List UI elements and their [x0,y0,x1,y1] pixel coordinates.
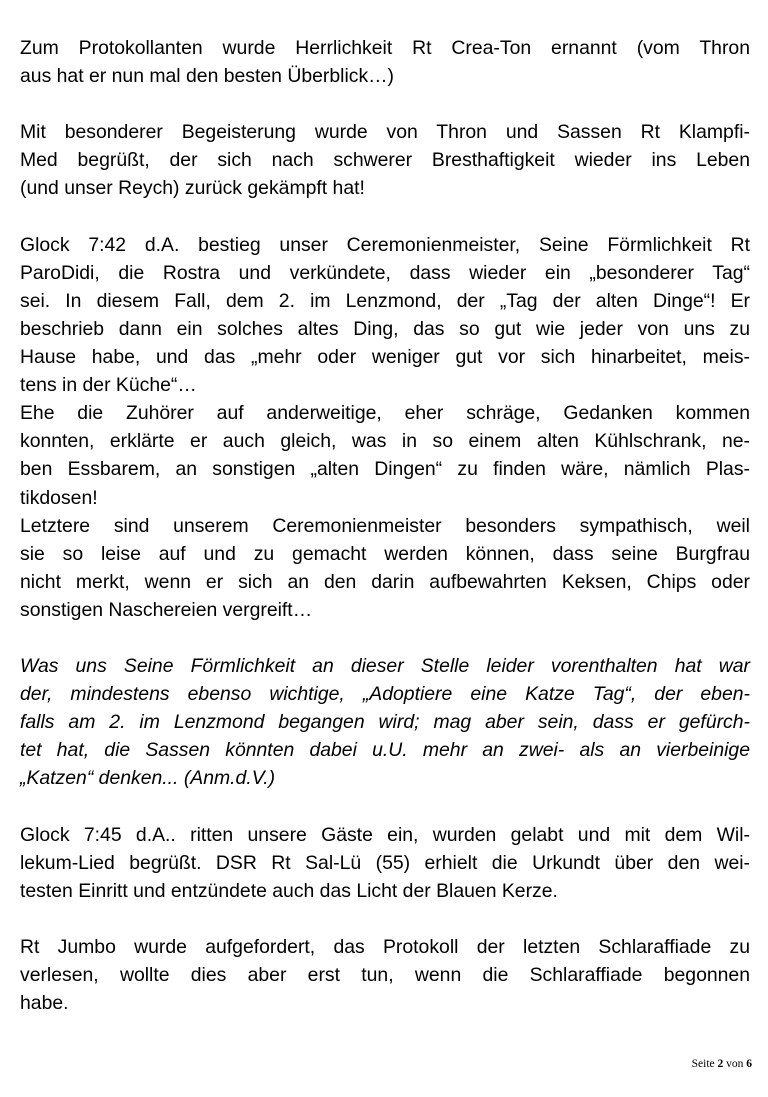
text-line: habe. [20,992,69,1015]
text-line: Rt Jumbo wurde aufgefordert, das Protokoll der letzten Schlaraffiade zu [20,936,750,958]
paragraph-jumbo [20,933,750,1017]
paragraph-gaeste [20,821,750,905]
text-line: Letztere sind unserem Ceremonienmeister besonders sympathisch, weil [20,514,750,537]
text-line: aus hat er nun mal den besten Überblick…) [20,65,395,88]
paragraph-protokollant [20,34,750,90]
text-line: ParoDidi, die Rostra und verkündete, dass wieder ein „besonderer Tag“ [20,261,750,284]
text-line: sei. In diesem Fall, dem 2. im Lenzmond, der „Tag der alten Dinge“! Er [20,289,750,312]
paragraph-klampfi [20,118,750,202]
text-line: konnten, erklärte er auch gleich, was in so einem alten Kühlschrank, ne- [20,430,750,453]
text-line: tikdosen! [20,486,98,509]
footer-separator: von [726,1058,744,1070]
footer-prefix: Seite [691,1058,715,1070]
text-line: verlesen, wollte dies aber erst tun, wenn die Schlaraffiade begonnen [20,964,750,987]
text-line: falls am 2. im Lenzmond begangen wird; mag aber sein, dass er gefürch- [20,711,750,734]
text-line: Hause habe, und das „mehr oder weniger gut vor sich hinarbeitet, meis- [20,346,750,369]
text-line: Zum Protokollanten wurde Herrlichkeit Rt Crea-Ton ernannt (vom Thron [20,37,750,59]
text-line: tet hat, die Sassen könnten dabei u.U. mehr an zwei- als an vierbeinige [20,739,750,762]
text-line: „Katzen“ denken... (Anm.d.V.) [20,767,276,790]
paragraph-ceremonienmeister [20,231,750,624]
text-line: Ehe die Zuhörer auf anderweitige, eher schräge, Gedanken kommen [20,402,750,425]
text-line: sonstigen Naschereien vergreift… [20,598,313,621]
document-body [20,34,750,1045]
text-line: Glock 7:45 d.A.. ritten unsere Gäste ein, wurden gelabt und mit dem Wil- [20,823,750,846]
paragraph-anmerkung [20,652,750,792]
text-line: ben Essbarem, an sonstigen „alten Dingen“ zu finden wäre, nämlich Plas- [20,458,750,481]
text-line: (und unser Reych) zurück gekämpft hat! [20,177,365,200]
text-line: der, mindestens ebenso wichtige, „Adoptiere eine Katze Tag“, der eben- [20,683,750,706]
text-line: Was uns Seine Förmlichkeit an dieser Stelle leider vorenthalten hat war [20,655,750,678]
text-line: Glock 7:42 d.A. bestieg unser Ceremonienmeister, Seine Förmlichkeit Rt [20,233,750,256]
text-line: beschrieb dann ein solches altes Ding, das so gut wie jeder von uns zu [20,317,750,340]
text-line: nicht merkt, wenn er sich an den darin aufbewahrten Keksen, Chips oder [20,570,750,593]
footer-current-page: 2 [717,1058,724,1070]
text-line: lekum-Lied begrüßt. DSR Rt Sal-Lü (55) erhielt die Urkundt über den wei- [20,851,750,874]
text-line: sie so leise auf und zu gemacht werden können, dass seine Burgfrau [20,542,750,565]
footer-total-pages: 6 [746,1058,752,1070]
page-footer [692,1058,752,1070]
text-line: Mit besonderer Begeisterung wurde von Thron und Sassen Rt Klampfi- [20,121,750,144]
text-line: Med begrüßt, der sich nach schwerer Bresthaftigkeit wieder ins Leben [20,149,750,172]
text-line: testen Einritt und entzündete auch das Licht der Blauen Kerze. [20,879,558,902]
text-line: tens in der Küche“… [20,374,197,397]
